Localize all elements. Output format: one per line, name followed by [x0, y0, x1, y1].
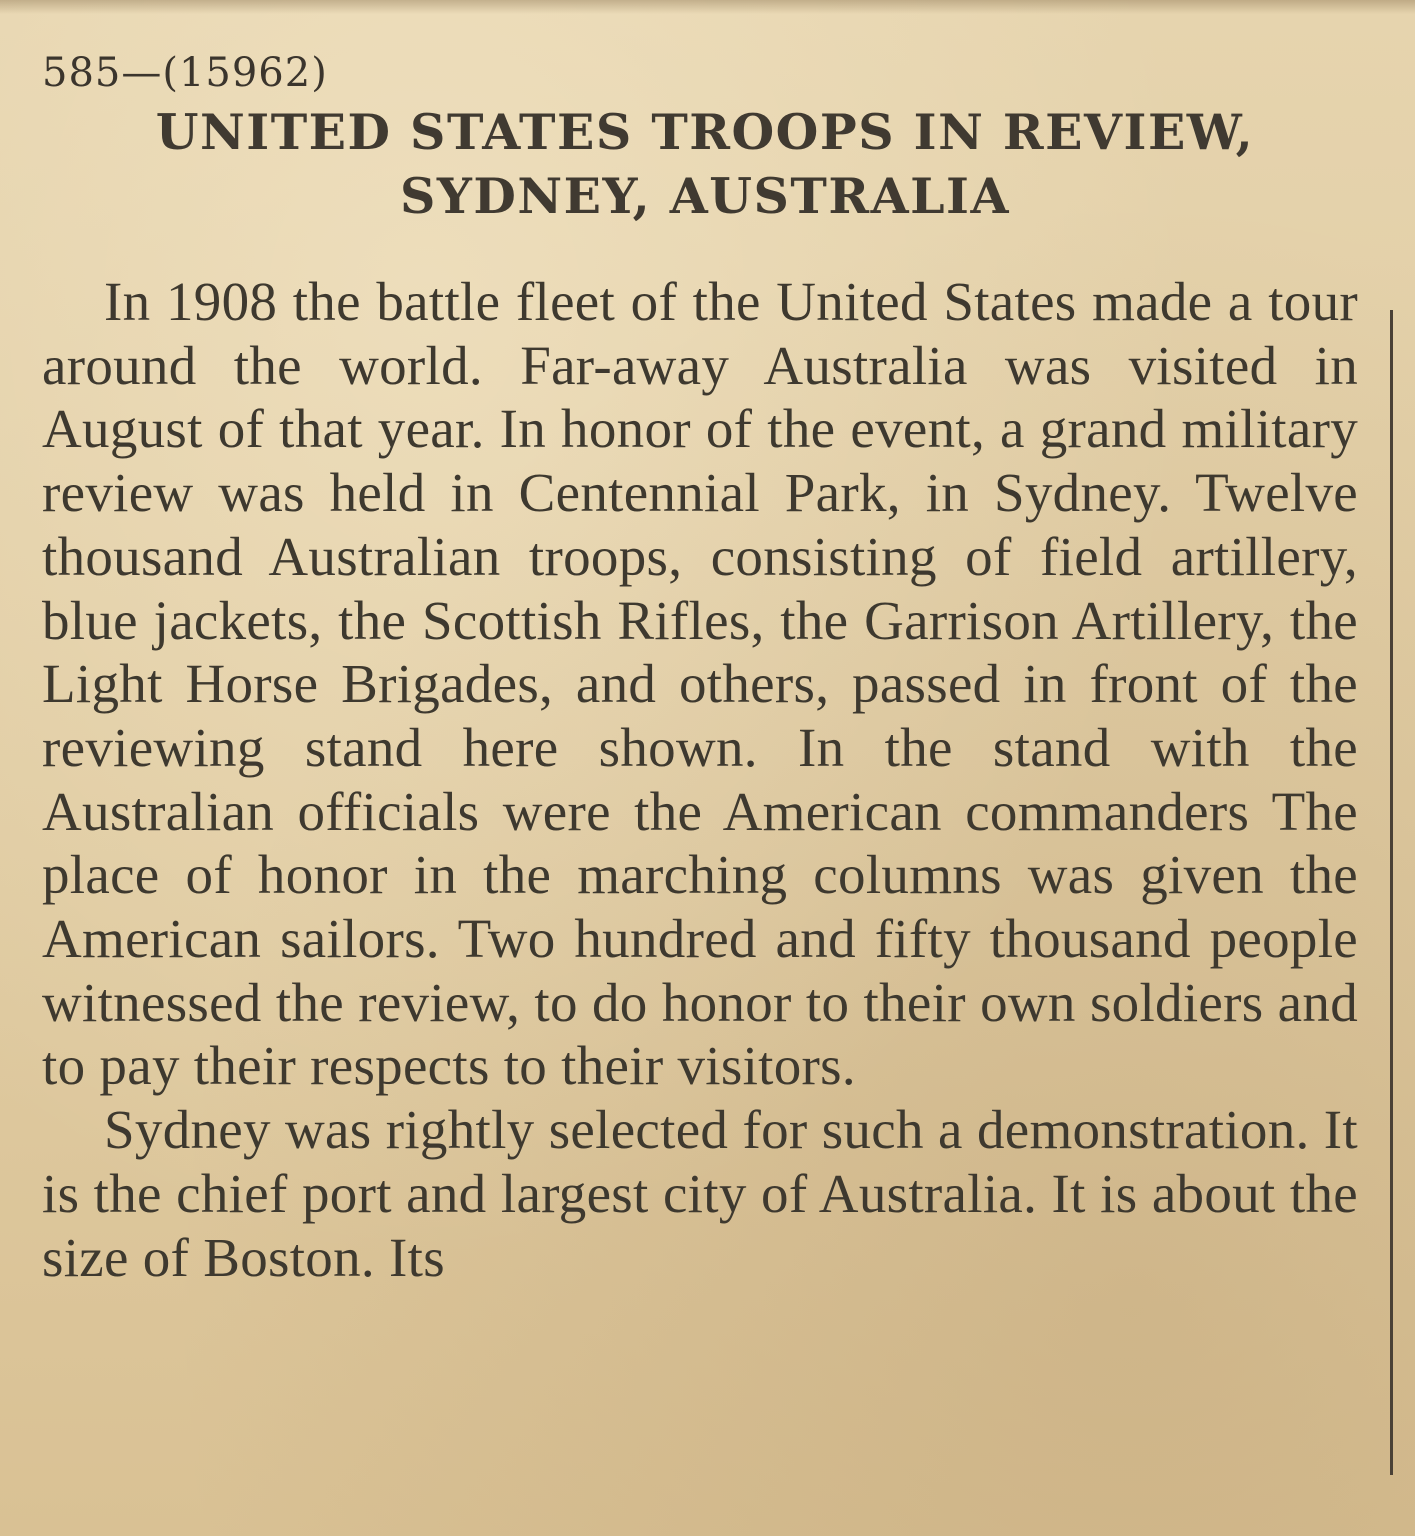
caption-body [42, 270, 1358, 1289]
paragraph-2: Sydney was rightly selected for such a demonstration. It is the chief port and largest city of Australia. It is about the size of Boston. Its [42, 1099, 1358, 1288]
paragraph-1: In 1908 the battle fleet of the United States made a tour around the world. Far-away Australia was visited in August of that year. In honor of the event, a grand military review was held in Centennial Park, in Sydney. Twelve thousand Australian troops, consisting of field artillery, blue jackets, the Scottish Rifles, the Garrison Artillery, the Light Horse Brigades, and others, passed in front of the reviewing stand here shown. In the stand with the Australian officials were the American commanders The place of honor in the marching columns was given the American sailors. Two hundred and fifty thousand people witnessed the review, to do honor to their own soldiers and to pay their respects to their visitors. [42, 271, 1358, 1097]
torn-top-edge [0, 0, 1415, 14]
title-line-2: SYDNEY, AUSTRALIA [399, 167, 1010, 225]
card-number: 585—(15962) [42, 50, 328, 96]
title-line-1: UNITED STATES TROOPS IN REVIEW, [155, 103, 1255, 161]
right-margin-rule [1390, 310, 1393, 1475]
card-title [40, 100, 1370, 228]
